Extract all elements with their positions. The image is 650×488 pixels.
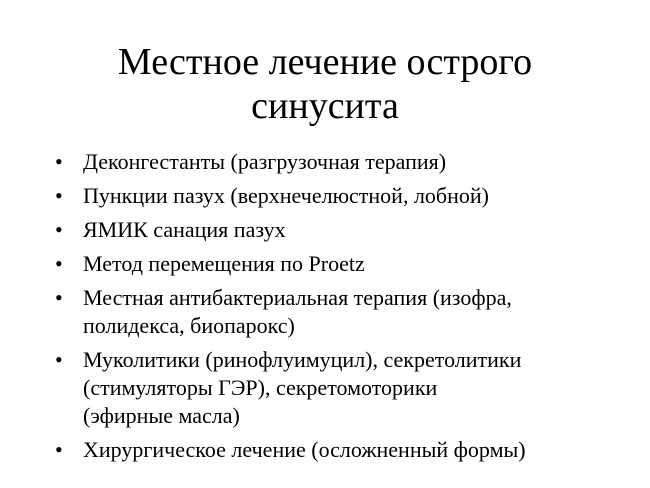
bullet-text: ЯМИК санация пазух (83, 217, 286, 242)
bullet-item-antibacterial (55, 284, 635, 340)
bullet-list (55, 148, 635, 470)
bullet-item-decongestants (55, 148, 635, 176)
bullet-icon: • (55, 217, 63, 242)
bullet-text: Метод перемещения по Proetz (83, 251, 365, 276)
slide-title-line-2: синусита (251, 85, 399, 127)
bullet-text-line-2: (стимуляторы ГЭР), секретомоторики (83, 375, 438, 400)
bullet-icon: • (55, 285, 63, 310)
bullet-icon: • (55, 149, 63, 174)
bullet-icon: • (55, 347, 63, 372)
bullet-icon: • (55, 251, 63, 276)
bullet-item-mucolytics (55, 346, 635, 430)
bullet-text-line-3: (эфирные масла) (83, 403, 240, 428)
slide-title-line-1: Местное лечение острого (117, 41, 533, 83)
bullet-icon: • (55, 183, 63, 208)
bullet-text: Деконгестанты (разгрузочная терапия) (83, 149, 447, 174)
bullet-item-sinus-puncture (55, 182, 635, 210)
bullet-icon: • (55, 437, 63, 462)
bullet-text: Пункции пазух (верхнечелюстной, лобной) (83, 183, 489, 208)
bullet-text-line-1: Муколитики (ринофлуимуцил), секретолитики (83, 347, 522, 372)
bullet-text: Хирургическое лечение (осложненный формы) (83, 437, 526, 462)
slide-title (20, 40, 630, 128)
bullet-item-proetz (55, 250, 635, 278)
bullet-item-yamik (55, 216, 635, 244)
bullet-text-line-1: Местная антибактериальная терапия (изофра, (83, 285, 512, 310)
bullet-text-line-2: полидекса, биопарокс) (83, 313, 295, 338)
bullet-item-surgery (55, 436, 635, 464)
